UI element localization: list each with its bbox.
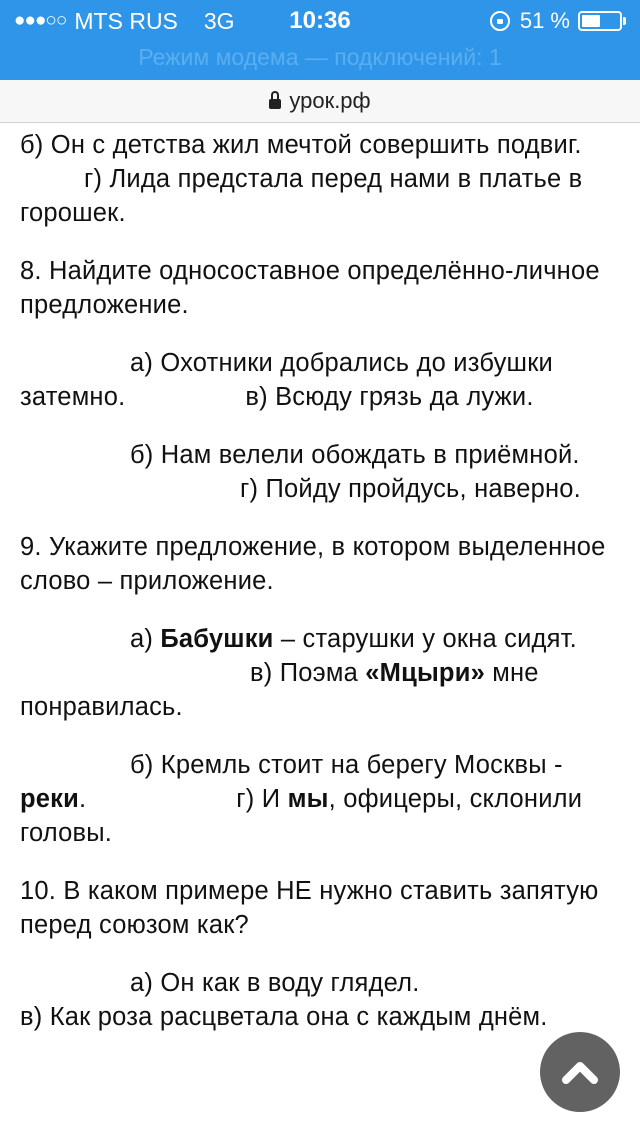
question-9-options-bg [20, 748, 624, 850]
clock: 10:36 [289, 7, 351, 34]
option-b: б) Кремль стоит на берегу Москвы - реки. [20, 751, 563, 813]
question-9-title: 9. Укажите предложение, в котором выделенное слово – приложение. [20, 533, 606, 595]
battery-icon [578, 11, 622, 31]
battery-percent: 51 % [519, 8, 570, 33]
option-g: г) Лида предстала перед нами в платье в горошек. [20, 165, 583, 227]
option-a: а) Он как в воду глядел. [130, 969, 420, 997]
question-9-options-av [20, 622, 624, 724]
option-a: а) Бабушки – старушки у окна сидят. [130, 625, 577, 653]
page-content [20, 128, 624, 1034]
battery-fill [582, 15, 600, 27]
highlighted-word: мы [287, 785, 329, 813]
question-10-options [20, 966, 624, 1034]
option-g: г) Пойду пройдусь, наверно. [240, 475, 581, 503]
padlock-icon [269, 99, 281, 109]
question-10-title: 10. В каком примере НЕ нужно ставить запятую перед союзом как? [20, 877, 599, 939]
question-8-options-av [20, 346, 624, 414]
url-domain[interactable]: урок.рф [289, 88, 371, 113]
network-type: 3G [203, 7, 235, 34]
url-bar[interactable] [0, 80, 640, 123]
highlighted-word: реки [20, 785, 79, 813]
question-8-title: 8. Найдите односоставное определённо-личное предложение. [20, 257, 600, 319]
option-v: в) Как роза расцветала она с каждым днём. [20, 1003, 548, 1031]
chevron-up-icon [560, 1058, 600, 1086]
option-v: в) Всюду грязь да лужи. [245, 383, 534, 411]
carrier-name: MTS RUS [74, 7, 178, 34]
scroll-to-top-button[interactable] [540, 1032, 620, 1112]
question-7-options-end [20, 128, 624, 230]
signal-strength-icon: ●●●○○ [14, 10, 67, 31]
battery-tip [623, 17, 626, 25]
question-8-options-bg [20, 438, 624, 506]
option-v: в) Поэма «Мцыри» мне понравилась. [20, 659, 539, 721]
highlighted-word: Бабушки [160, 625, 274, 653]
status-right [490, 7, 626, 35]
rotation-lock-icon [490, 11, 510, 31]
option-b: б) Нам велели обождать в приёмной. [130, 441, 580, 469]
option-g: г) И мы, офицеры, склонили головы. [20, 785, 583, 847]
highlighted-word: «Мцыри» [365, 659, 485, 687]
status-bar [0, 0, 640, 80]
option-b: б) Он с детства жил мечтой совершить подвиг. [20, 131, 582, 159]
option-a: а) Охотники добрались до избушки затемно. [20, 349, 554, 411]
hotspot-banner[interactable]: Режим модема — подключений: 1 [138, 44, 502, 70]
